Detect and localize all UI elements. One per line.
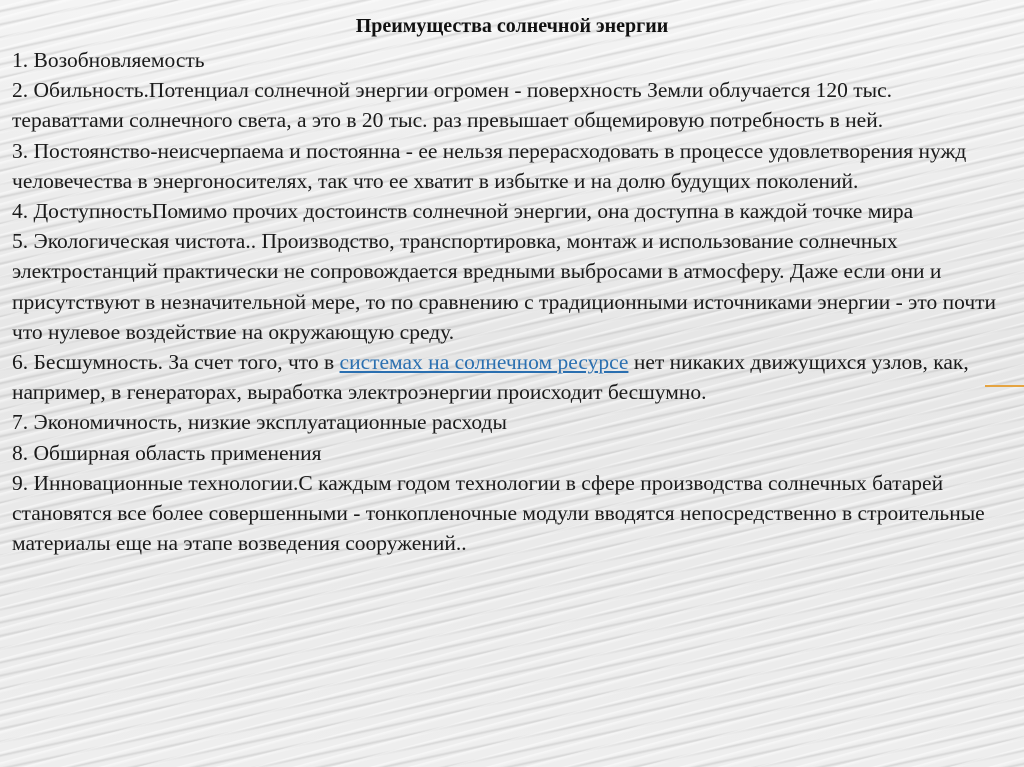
noiselessness-text-after: нет никаких движущихся узлов, как, например, в генераторах, выработка электроэнергии происходит бесшумно. (12, 350, 969, 405)
noiselessness-text-before: 6. Бесшумность. За счет того, что в (12, 350, 340, 375)
list-item-ecology: 5. Экологическая чистота.. Производство, транспортировка, монтаж и использование солнечных электростанций практически не сопровождается вредными выбросами в атмосферу. Даже если они и присутствуют в незначительной мере, то по сравнению с традиционными источниками энергии - это почти что нулевое воздействие на окружающую среду. (12, 229, 997, 344)
list-item-availability: 4. ДоступностьПомимо прочих достоинств солнечной энергии, она доступна в каждой точке мира (12, 199, 914, 224)
list-item-economy: 7. Экономичность, низкие эксплуатационные расходы (12, 410, 507, 435)
list-item-innovation: 9. Инновационные технологии.С каждым годом технологии в сфере производства солнечных батарей становятся все более совершенными - тонкопленочные модули вводятся непосредственно в строительные материалы еще на этапе возведения сооружений.. (12, 470, 985, 556)
solar-systems-link[interactable]: системах на солнечном ресурсе (339, 350, 629, 375)
list-item-noiselessness (12, 347, 1002, 407)
list-item-renewability: 1. Возобновляемость (12, 48, 205, 72)
advantages-list (12, 45, 1002, 558)
slide-title: Преимущества солнечной энергии (355, 15, 669, 37)
list-item-abundance: 2. Обильность.Потенциал солнечной энергии огромен - поверхность Земли облучается 120 тыс. тераваттами солнечного света, а это в 20 тыс. раз превышает общемировую потребность в ней. (12, 78, 892, 133)
list-item-wide-application: 8. Обширная область применения (12, 440, 322, 465)
list-item-constancy: 3. Постоянство-неисчерпаема и постоянна - ее нельзя перерасходовать в процессе удовлетворения нужд человечества в энергоносителях, так что ее хватит в избытке и на долю будущих поколений. (12, 138, 967, 193)
